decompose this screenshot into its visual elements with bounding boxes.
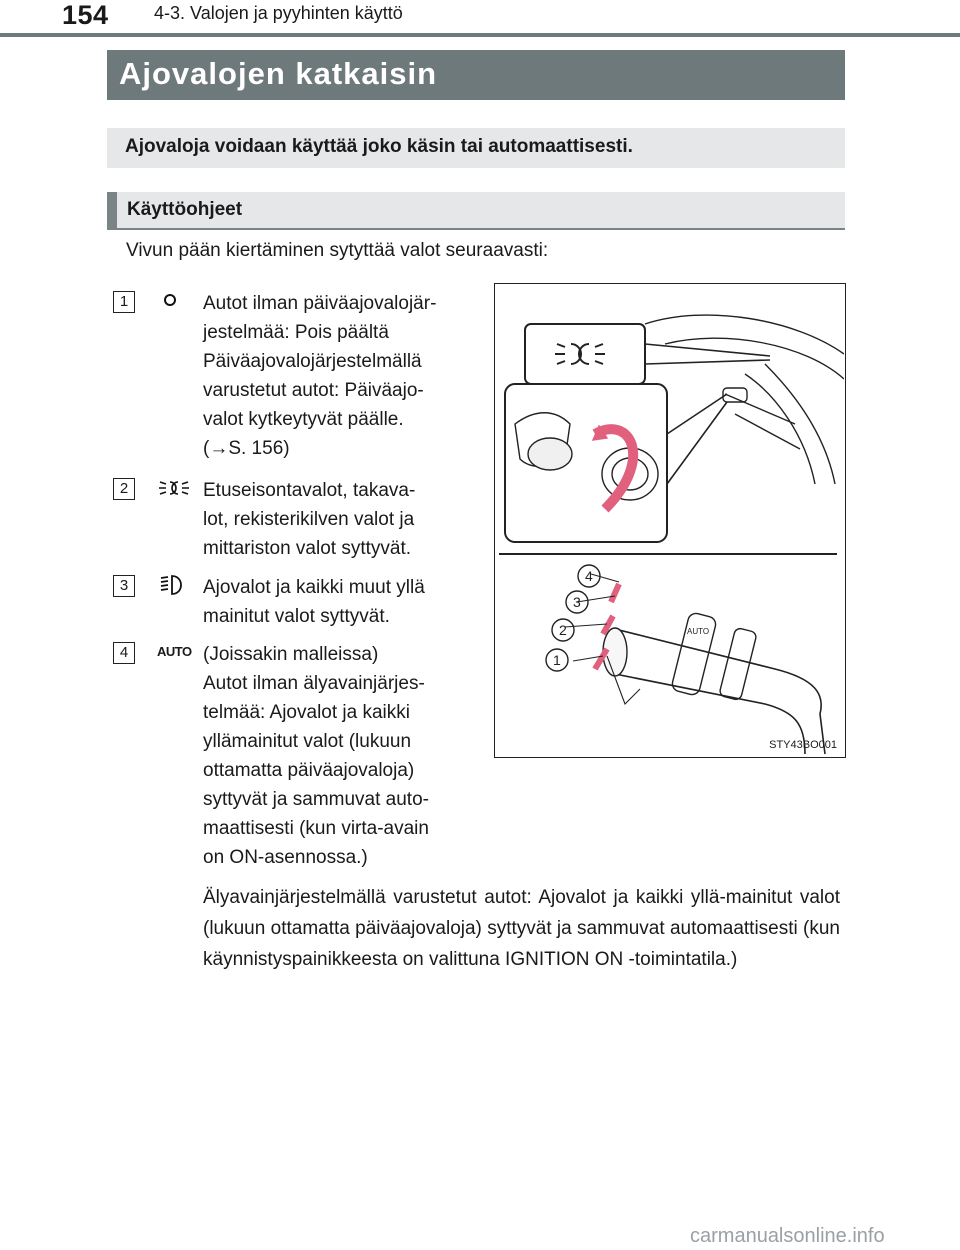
- headlight-switch-figure: [494, 283, 846, 758]
- watermark: carmanualsonline.info: [690, 1225, 885, 1247]
- parking-lights-icon: [555, 344, 605, 364]
- item-number: 4: [113, 642, 135, 664]
- item-line: Päiväajovalojärjestelmällä: [203, 351, 422, 372]
- item-line: varustetut autot: Päiväajo-: [203, 380, 424, 401]
- item-number: 3: [113, 575, 135, 597]
- item-line: (Joissakin malleissa): [203, 644, 379, 665]
- headlight-icon: [157, 573, 191, 597]
- top-rule: [0, 33, 960, 37]
- lead-text: Vivun pään kiertäminen sytyttää valot seuraavasti:: [126, 240, 549, 261]
- item-number: 1: [113, 291, 135, 313]
- auto-symbol: AUTO: [157, 644, 192, 659]
- running-title: 4-3. Valojen ja pyyhinten käyttö: [154, 3, 403, 23]
- item-line: Autot ilman älyavainjärjes-: [203, 673, 425, 694]
- final-paragraph: Älyavainjärjestelmällä varustetut autot: Ajovalot ja kaikki yllä-mainitut valot (lukuun ottamatta päiväajovaloja) syttyvät ja sammuvat automaattisesti (kun käynnistyspainikkeesta on valittuna IGNITION ON -toimintatila.): [203, 887, 840, 970]
- section-title: Ajovalojen katkaisin: [107, 50, 845, 100]
- intro-box: Ajovaloja voidaan käyttää joko käsin tai automaattisesti.: [107, 128, 845, 168]
- item-line: maattisesti (kun virta-avain: [203, 818, 429, 839]
- item-line: yllämainitut valot (lukuun: [203, 731, 412, 752]
- item-line: valot kytkeytyvät päälle.: [203, 409, 404, 430]
- figure-illustration: [495, 284, 844, 756]
- steering-wheel-outline: [645, 315, 844, 354]
- item-text: [203, 640, 476, 872]
- item-line: lot, rekisterikilven valot ja: [203, 509, 415, 530]
- item-line: ottamatta päiväajovaloja): [203, 760, 415, 781]
- callout-2: 2: [559, 622, 567, 638]
- callout-4: 4: [585, 568, 593, 584]
- parking-lights-icon: [157, 476, 191, 500]
- switch-auto-label: AUTO: [687, 627, 710, 636]
- subheading: Käyttöohjeet: [107, 192, 845, 230]
- item-line: mainitut valot syttyvät.: [203, 606, 390, 627]
- callout-1: 1: [553, 652, 561, 668]
- item-line: syttyvät ja sammuvat auto-: [203, 789, 429, 810]
- item-line: jestelmää: Pois päältä: [203, 322, 389, 343]
- page-number: 154: [62, 0, 109, 30]
- item-line: on ON-asennossa.): [203, 847, 368, 868]
- indicator-zoom-box: [525, 324, 645, 384]
- rotation-arrow: [595, 429, 633, 509]
- item-text: [203, 476, 476, 563]
- item-line: Autot ilman päiväajovalojär-: [203, 293, 437, 314]
- item-line: telmää: Ajovalot ja kaikki: [203, 702, 410, 723]
- off-circle-icon: [157, 289, 191, 313]
- figure-code: STY43BO001: [769, 739, 837, 751]
- item-text: [203, 289, 476, 463]
- item-line: Etuseisontavalot, takava-: [203, 480, 416, 501]
- item-line: mittariston valot syttyvät.: [203, 538, 412, 559]
- item-line: Ajovalot ja kaikki muut yllä: [203, 577, 425, 598]
- item-number: 2: [113, 478, 135, 500]
- item-text: [203, 573, 476, 631]
- item-line: (→S. 156): [203, 438, 290, 459]
- callout-3: 3: [573, 594, 581, 610]
